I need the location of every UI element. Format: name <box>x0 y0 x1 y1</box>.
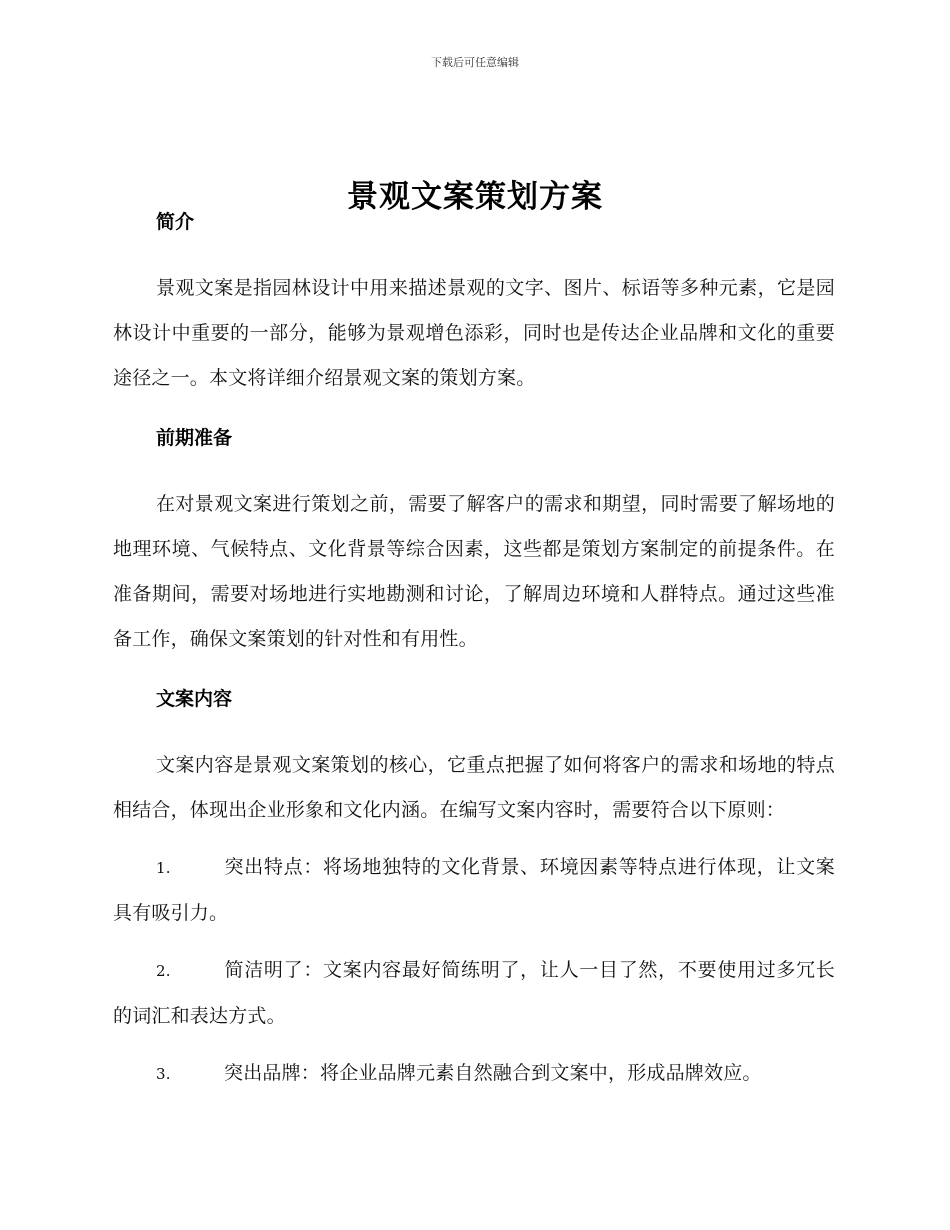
section-paragraph-content: 文案内容是景观文案策划的核心，它重点把握了如何将客户的需求和场地的特点相结合，体现出企业形象和文化内涵。在编写文案内容时，需要符合以下原则： <box>113 754 835 821</box>
list-item <box>113 1051 835 1097</box>
list-item-text: 突出特点：将场地独特的文化背景、环境因素等特点进行体现，让文案具有吸引力。 <box>113 856 835 924</box>
document-title: 景观文案策划方案 <box>347 178 603 215</box>
section-heading-intro: 简介 <box>156 211 195 233</box>
page-header-note: 下载后可任意编辑 <box>431 56 519 69</box>
list-item-text: 简洁明了：文案内容最好简练明了，让人一目了然，不要使用过多冗长的词汇和表达方式。 <box>113 959 835 1027</box>
list-item <box>113 845 835 936</box>
section-heading-preparation: 前期准备 <box>156 427 233 449</box>
list-item-text: 突出品牌：将企业品牌元素自然融合到文案中，形成品牌效应。 <box>224 1062 762 1084</box>
list-item-number: 1. <box>156 859 171 877</box>
list-item-number: 2. <box>156 962 171 980</box>
list-item-number: 3. <box>156 1065 171 1083</box>
list-item <box>113 948 835 1039</box>
document-body <box>113 206 835 1097</box>
section-heading-content: 文案内容 <box>156 688 233 710</box>
section-paragraph-preparation: 在对景观文案进行策划之前，需要了解客户的需求和期望，同时需要了解场地的地理环境、气候特点、文化背景等综合因素，这些都是策划方案制定的前提条件。在准备期间，需要对场地进行实地勘测和讨论，了解周边环境和人群特点。通过这些准备工作，确保文案策划的针对性和有用性。 <box>113 493 835 650</box>
section-paragraph-intro: 景观文案是指园林设计中用来描述景观的文字、图片、标语等多种元素，它是园林设计中重要的一部分，能够为景观增色添彩，同时也是传达企业品牌和文化的重要途径之一。本文将详细介绍景观文案的策划方案。 <box>113 277 835 389</box>
